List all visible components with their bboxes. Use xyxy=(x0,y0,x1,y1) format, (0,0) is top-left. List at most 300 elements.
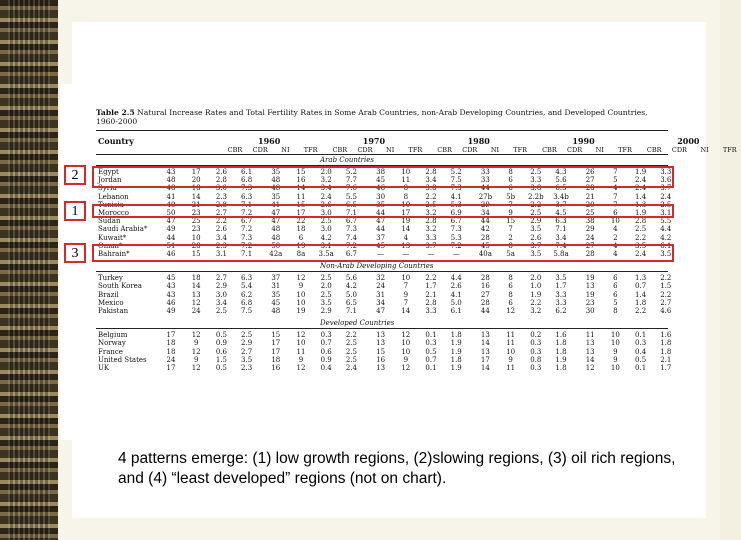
table-cell: 1.0 xyxy=(530,282,542,291)
table-cell: 50 xyxy=(166,209,176,217)
table-cell: 2.0 xyxy=(320,168,332,176)
country-name: Jordan xyxy=(98,176,122,185)
country-name: Norway xyxy=(98,339,126,348)
table-cell: 6.5 xyxy=(345,200,357,209)
table-row xyxy=(96,331,672,340)
table-cell: 12 xyxy=(191,298,201,307)
table-cell: 11 xyxy=(296,192,306,201)
table-cell: 7 xyxy=(613,192,618,201)
table-cell: 3.4b xyxy=(553,192,569,201)
table-cell: 4 xyxy=(613,250,618,258)
table-cell: 6.7 xyxy=(345,250,357,258)
table-cell: 2.4 xyxy=(320,192,332,201)
table-cell: 9 xyxy=(193,355,199,364)
table-cell: 37 xyxy=(376,233,386,242)
metric-header: CDR xyxy=(357,146,373,154)
section-rule xyxy=(96,271,668,272)
table-cell: 3.3 xyxy=(530,176,542,185)
table-cell: 7 xyxy=(508,200,513,209)
table-cell: 6.1 xyxy=(660,241,672,250)
table-cell: 2.5 xyxy=(530,209,542,217)
table-cell: 2.0 xyxy=(320,282,332,291)
table-cell: 6.1 xyxy=(450,307,462,315)
table-cell: 1.3 xyxy=(635,274,647,283)
table-cell: 2.8 xyxy=(425,217,437,226)
table-cell: 3.4 xyxy=(320,184,332,193)
country-name: Egypt xyxy=(98,168,119,176)
table-cell: 1.9 xyxy=(450,347,462,356)
table-cell: 48 xyxy=(271,184,281,193)
table-cell: 18 xyxy=(296,225,306,234)
table-cell: 0.7 xyxy=(425,355,437,364)
table-cell: 0.8 xyxy=(530,355,542,364)
table-cell: 27b xyxy=(478,192,493,201)
table-cell: 34 xyxy=(376,298,386,307)
table-cell: 5.0 xyxy=(345,290,357,299)
highlight-box-lebanon-row xyxy=(92,204,674,218)
table-cell: 3.0 xyxy=(320,209,332,217)
table-cell: 2.6 xyxy=(530,233,542,242)
table-cell: 17 xyxy=(401,209,411,217)
table-cell: 13 xyxy=(401,241,411,250)
table-cell: 48 xyxy=(166,176,176,185)
table-cell: 48 xyxy=(166,184,176,193)
table-cell: 44 xyxy=(166,233,176,242)
country-name: Brazil xyxy=(98,290,119,299)
table-cell: 13 xyxy=(585,347,595,356)
country-name: Morocco xyxy=(98,209,129,217)
table-cell: 51 xyxy=(166,241,176,250)
table-cell: 10 xyxy=(506,347,516,356)
table-cell: 6.3 xyxy=(555,217,567,226)
table-cell: 2.0 xyxy=(530,274,542,283)
table-cell: 10 xyxy=(296,290,306,299)
table-cell: 2.5 xyxy=(530,168,542,176)
table-cell: 2.7 xyxy=(660,298,672,307)
country-name: Pakistan xyxy=(98,307,129,315)
country-name: France xyxy=(98,347,123,356)
table-cell: 20 xyxy=(191,176,201,185)
table-cell: 8 xyxy=(508,290,513,299)
table-cell: 6.7 xyxy=(450,217,462,226)
table-cell: 3.5a xyxy=(318,250,334,258)
table-cell: 40a xyxy=(478,250,492,258)
table-cell: 49 xyxy=(166,200,176,209)
table-cell: 2.4 xyxy=(660,192,672,201)
table-cell: 3.8 xyxy=(530,184,542,193)
table-cell: 13 xyxy=(585,282,595,291)
table-cell: 12 xyxy=(585,364,595,372)
table-cell: 4.2 xyxy=(345,282,357,291)
table-cell: 13 xyxy=(376,339,386,348)
table-cell: 3.5 xyxy=(241,355,253,364)
table-cell: 23 xyxy=(191,209,201,217)
table-cell: 7.3 xyxy=(450,225,462,234)
table-row xyxy=(96,307,672,315)
table-cell: 6 xyxy=(298,233,304,242)
country-name: UK xyxy=(98,364,110,372)
table-cell: 10 xyxy=(401,339,411,348)
table-cell: 3.1 xyxy=(660,209,672,217)
table-cell: 41 xyxy=(166,192,176,201)
callout-number-2: 2 xyxy=(64,165,86,185)
highlight-box-saudi-row xyxy=(92,241,674,262)
table-cell: 2.5 xyxy=(345,347,357,356)
table-cell: 3.2 xyxy=(320,176,332,185)
table-cell: 32 xyxy=(376,274,386,283)
metric-header: CDR xyxy=(252,146,268,154)
table-cell: 7.1 xyxy=(345,307,357,315)
table-cell: 14 xyxy=(296,184,306,193)
section-title: Non-Arab Developing Countries xyxy=(320,262,434,271)
table-cell: 2.2 xyxy=(635,307,647,315)
table-cell: 8 xyxy=(508,274,513,283)
table-cell: 10 xyxy=(296,298,306,307)
table-cell: 15 xyxy=(506,217,516,226)
table-cell: 15 xyxy=(271,331,281,340)
table-cell: 17 xyxy=(271,339,281,348)
table-cell: 2.6 xyxy=(320,200,332,209)
table-cell: 47 xyxy=(271,217,281,226)
table-row xyxy=(96,233,672,242)
table-cell: 11 xyxy=(506,331,516,340)
table-cell: 17 xyxy=(271,347,281,356)
table-cell: 12 xyxy=(296,364,306,372)
table-cell: 17 xyxy=(166,364,176,372)
table-cell: 9 xyxy=(298,355,304,364)
table-cell: 28 xyxy=(585,184,595,193)
table-cell: 11 xyxy=(585,331,595,340)
table-row xyxy=(96,192,672,201)
table-cell: 47 xyxy=(271,209,281,217)
table-cell: 24 xyxy=(585,233,595,242)
table-cell: 1.8 xyxy=(555,347,567,356)
table-cell: 14 xyxy=(191,282,201,291)
table-cell: 4.1 xyxy=(450,290,462,299)
table-cell: 17 xyxy=(480,355,490,364)
table-cell: 6 xyxy=(508,176,513,185)
table-cell: 10 xyxy=(401,200,411,209)
table-row xyxy=(96,217,672,226)
table-cell: 12 xyxy=(401,364,411,372)
table-cell: 11 xyxy=(401,176,411,185)
table-cell: 29 xyxy=(585,225,595,234)
table-cell: 1.4 xyxy=(635,192,647,201)
year-header: 1990 xyxy=(572,136,595,146)
table-row xyxy=(96,225,672,234)
year-header: 1980 xyxy=(467,136,490,146)
table-cell: 2.5 xyxy=(320,290,332,299)
table-row xyxy=(96,282,672,291)
table-cell: 19 xyxy=(296,241,306,250)
table-cell: 13 xyxy=(480,347,490,356)
table-cell: 0.3 xyxy=(635,339,647,348)
table-cell: 3.4 xyxy=(555,233,567,242)
table-cell: 2.4 xyxy=(635,250,647,258)
table-top-rule xyxy=(96,130,668,131)
table-cell: 28 xyxy=(585,250,595,258)
table-cell: 2.8 xyxy=(215,200,227,209)
table-cell: 0.6 xyxy=(215,347,227,356)
table-cell: 6 xyxy=(508,298,513,307)
table-cell: 0.3 xyxy=(320,331,332,340)
table-cell: 1.8 xyxy=(450,355,462,364)
table-cell: 7.1 xyxy=(241,200,253,209)
table-row xyxy=(96,290,672,299)
table-cell: 7.4 xyxy=(555,241,567,250)
table-cell: 6.7 xyxy=(241,217,253,226)
table-cell: 10 xyxy=(610,217,620,226)
table-cell: 1.8 xyxy=(660,347,672,356)
table-cell: 1.8 xyxy=(555,364,567,372)
table-cell: 7.4 xyxy=(345,233,357,242)
table-cell: 9 xyxy=(613,355,618,364)
table-cell: 7 xyxy=(508,225,513,234)
table-cell: 2.5 xyxy=(425,200,437,209)
table-cell: 0.1 xyxy=(635,331,647,340)
table-cell: 6 xyxy=(508,184,513,193)
table-cell: 6.3 xyxy=(241,192,253,201)
table-cell: 18 xyxy=(191,184,201,193)
table-cell: 45 xyxy=(376,241,386,250)
table-cell: 35 xyxy=(271,192,281,201)
table-cell: 14 xyxy=(401,307,411,315)
table-cell: 0.5 xyxy=(215,331,227,340)
table-cell: 14 xyxy=(585,355,595,364)
table-cell: 48 xyxy=(271,176,281,185)
table-cell: 19 xyxy=(585,290,595,299)
table-cell: 46 xyxy=(166,250,176,258)
country-name: Saudi Arabia* xyxy=(98,225,148,234)
year-header: 1960 xyxy=(258,136,281,146)
table-cell: 44 xyxy=(480,217,490,226)
table-cell: 2.9 xyxy=(530,217,542,226)
table-cell: 2.8 xyxy=(215,176,227,185)
table-cell: 10 xyxy=(610,339,620,348)
table-cell: 2.2 xyxy=(660,274,672,283)
table-row xyxy=(96,347,672,356)
table-cell: 2.8 xyxy=(425,168,437,176)
table-cell: 5.2 xyxy=(450,168,462,176)
table-cell: 12 xyxy=(191,364,201,372)
table-cell: 30 xyxy=(376,192,386,201)
table-cell: 2.5 xyxy=(320,274,332,283)
table-cell: 6 xyxy=(613,274,618,283)
table-cell: 3.3 xyxy=(660,168,672,176)
table-cell: 8 xyxy=(508,241,513,250)
table-cell: 1.8 xyxy=(450,331,462,340)
table-cell: 7.3 xyxy=(241,184,253,193)
table-cell: 16 xyxy=(480,282,490,291)
table-cell: 5a xyxy=(506,250,515,258)
table-cell: 34 xyxy=(480,209,490,217)
table-cell: 3.5 xyxy=(530,250,542,258)
table-cell: 2.8 xyxy=(635,217,647,226)
table-cell: 37 xyxy=(271,274,281,283)
table-row xyxy=(96,298,672,307)
table-cell: 49 xyxy=(166,225,176,234)
table-cell: 10 xyxy=(191,233,201,242)
metric-header: TFR xyxy=(722,146,737,154)
table-cell: 50 xyxy=(271,241,281,250)
table-cell: 3.0 xyxy=(320,225,332,234)
table-cell: 3.3 xyxy=(425,233,437,242)
table-caption-line1: Natural Increase Rates and Total Fertility Rates in Some Arab Countries, non-Arab Developing Countries, and Developed Countries, xyxy=(137,108,648,117)
table-cell: 0.5 xyxy=(215,364,227,372)
table-cell: 7 xyxy=(613,200,618,209)
table-cell: 10 xyxy=(401,347,411,356)
table-cell: 3.1 xyxy=(320,241,332,250)
country-name: Turkey xyxy=(98,274,123,283)
table-cell: 3.5 xyxy=(320,298,332,307)
table-cell: 43 xyxy=(166,282,176,291)
country-name: Kuwait* xyxy=(98,233,127,242)
table-cell: 0.3 xyxy=(530,364,542,372)
table-cell: 2.6 xyxy=(450,282,462,291)
table-cell: 44 xyxy=(376,209,386,217)
table-cell: 14 xyxy=(480,364,490,372)
table-cell: 6 xyxy=(613,282,618,291)
table-cell: 12 xyxy=(191,331,201,340)
table-cell: 3.5 xyxy=(530,225,542,234)
table-cell: 43 xyxy=(166,290,176,299)
table-cell: 20 xyxy=(585,200,595,209)
table-cell: 35 xyxy=(376,200,386,209)
table-cell: 0.1 xyxy=(635,364,647,372)
table-cell: 48 xyxy=(271,225,281,234)
table-cell: — xyxy=(452,250,460,258)
table-cell: 26 xyxy=(585,168,595,176)
table-row xyxy=(96,364,672,372)
table-cell: 46 xyxy=(166,298,176,307)
table-cell: 2.7 xyxy=(241,347,253,356)
table-cell: 7.3 xyxy=(450,184,462,193)
table-row xyxy=(96,339,672,348)
metric-header: CDR xyxy=(567,146,583,154)
table-cell: 5.2 xyxy=(345,168,357,176)
table-cell: 15 xyxy=(296,168,306,176)
table-cell: 2.1 xyxy=(660,355,672,364)
table-header-rule xyxy=(96,154,668,155)
table-cell: 5 xyxy=(613,176,618,185)
table-cell: 7.2 xyxy=(241,241,253,250)
slide-body-text: 4 patterns emerge: (1) low growth regions, (2)slowing regions, (3) oil rich regions, and (4) “least developed” regions (not on chart). xyxy=(118,450,676,487)
table-cell: 4 xyxy=(613,184,618,193)
decorative-left-border xyxy=(0,0,58,540)
table-cell: 16 xyxy=(296,176,306,185)
table-cell: 19 xyxy=(585,274,595,283)
table-cell: 2.6 xyxy=(215,225,227,234)
table-cell: 2.5 xyxy=(345,339,357,348)
table-cell: 19 xyxy=(401,217,411,226)
table-cell: 24 xyxy=(376,282,386,291)
table-cell: 6.5 xyxy=(345,298,357,307)
table-cell: 1.9 xyxy=(635,168,647,176)
year-header: 2000 xyxy=(677,136,700,146)
table-cell: 0.3 xyxy=(425,339,437,348)
table-cell: 0.7 xyxy=(320,339,332,348)
table-cell: 28 xyxy=(191,241,201,250)
table-cell: 6.5 xyxy=(555,184,567,193)
section-rule xyxy=(96,328,668,329)
table-cell: 2 xyxy=(613,233,618,242)
table-cell: — xyxy=(377,250,385,258)
table-cell: 16 xyxy=(271,364,281,372)
table-cell: 5.8a xyxy=(553,250,569,258)
table-cell: 0.5 xyxy=(635,355,647,364)
table-cell: 8 xyxy=(508,168,513,176)
table-cell: 6.9 xyxy=(450,209,462,217)
metric-header: TFR xyxy=(513,146,528,154)
callout-number-1: 1 xyxy=(64,201,86,221)
table-cell: 0.3 xyxy=(530,339,542,348)
metric-header: NI xyxy=(281,146,290,154)
table-cell: 0.7 xyxy=(635,282,647,291)
metric-header: CBR xyxy=(227,146,243,154)
table-cell: 8a xyxy=(296,250,306,258)
table-cell: 5.0 xyxy=(450,298,462,307)
table-cell: 44 xyxy=(480,307,490,315)
table-cell: 47 xyxy=(376,307,386,315)
table-cell: 35 xyxy=(271,290,281,299)
table-cell: 31 xyxy=(376,290,386,299)
table-cell: 2.5 xyxy=(635,225,647,234)
country-name: Mexico xyxy=(98,298,124,307)
table-cell: 27 xyxy=(585,176,595,185)
table-cell: 3.5 xyxy=(635,241,647,250)
table-cell: 49 xyxy=(166,307,176,315)
table-cell: 12 xyxy=(401,331,411,340)
table-cell: 11 xyxy=(296,347,306,356)
table-cell: 3.2 xyxy=(425,225,437,234)
table-cell: 3.1 xyxy=(215,250,227,258)
table-cell: 4 xyxy=(613,241,618,250)
table-cell: 12 xyxy=(296,274,306,283)
table-cell: 3.4 xyxy=(215,233,227,242)
table-cell: 6 xyxy=(508,282,513,291)
country-name: Belgium xyxy=(98,331,128,340)
year-header: 1970 xyxy=(362,136,386,146)
table-cell: 3.2 xyxy=(530,307,542,315)
table-cell: 18 xyxy=(271,355,281,364)
table-cell: 2.9 xyxy=(215,282,227,291)
table-cell: 9 xyxy=(508,209,513,217)
table-cell: 4.4 xyxy=(660,225,672,234)
table-cell: 12 xyxy=(506,307,516,315)
metric-header: NI xyxy=(386,146,395,154)
table-cell: 2.4 xyxy=(345,364,357,372)
table-cell: 7 xyxy=(613,168,618,176)
table-cell: 7.2 xyxy=(241,225,253,234)
table-cell: 12 xyxy=(191,347,201,356)
table-cell: 4.6 xyxy=(660,307,672,315)
table-cell: 0.4 xyxy=(320,364,332,372)
table-cell: 28 xyxy=(480,233,490,242)
metric-header: TFR xyxy=(408,146,423,154)
table-cell: 2.7 xyxy=(215,274,227,283)
table-cell: 3.3 xyxy=(425,307,437,315)
table-cell: 10 xyxy=(296,339,306,348)
table-cell: 8 xyxy=(613,307,618,315)
table-cell: 2.2 xyxy=(530,200,542,209)
table-cell: 45 xyxy=(166,274,176,283)
table-cell: 4.3 xyxy=(555,168,567,176)
table-cell: 5.3 xyxy=(450,200,462,209)
table-cell: 47 xyxy=(376,217,386,226)
metric-header: CDR xyxy=(462,146,478,154)
table-cell: 17 xyxy=(296,209,306,217)
table-cell: 27 xyxy=(585,241,595,250)
